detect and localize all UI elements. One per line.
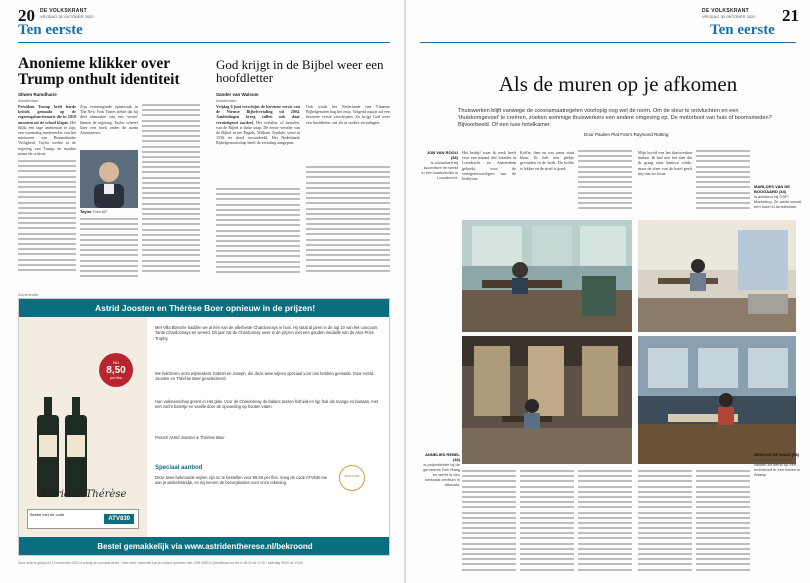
article-location: Amsterdam xyxy=(18,98,39,103)
issue-date: VRIJDAG 30 OKTOBER 2020 xyxy=(40,14,94,19)
text-filler xyxy=(578,470,632,574)
article-column xyxy=(216,104,300,186)
section-title: Ten eerste xyxy=(710,22,775,38)
article-column xyxy=(462,150,516,212)
newspaper-brand: DE VOLKSKRANT xyxy=(702,8,749,14)
text-filler xyxy=(142,104,200,280)
ad-intro: Met Villa Blanche hadden we al één van de allerbeste Chardonnays in huis. Hij staat al jaren in de top 10 van het concours Tante Chardonnays ter wereld. Dit jaar zat de Chardonnay weer in de prijzen met een gouden medaille van de Atos Prize Trophy. xyxy=(155,325,378,341)
text-filler xyxy=(80,218,138,280)
promo-label: Bestel met de code xyxy=(30,512,65,517)
text-filler xyxy=(578,150,632,212)
offer-text: Deze twee bekroonde wijnen zijn nu te bestellen voor €8,50 per fles. Voeg de code ATV830 toe aan je winkelmandje, en wij nemen de bezorgkosten voor onze rekening. xyxy=(155,475,328,486)
article-headline-trump: Anonieme klikker over Trump onthult identiteit xyxy=(18,55,180,88)
article-body: Het bedrijf waar ik werk heeft voor een maand drie lokaties in Loosdrecht en Amsterdam geboekt, voor de vertegenwoordigers van de bedrijven. xyxy=(462,150,516,182)
text-filler xyxy=(18,160,76,280)
article-byline: Sander van Walsum xyxy=(216,92,259,97)
text-filler xyxy=(520,470,574,574)
ad-product-panel xyxy=(19,317,147,537)
promo-box xyxy=(27,509,139,529)
article-headline-bijbel: God krijgt in de Bijbel weer een hoofdletter xyxy=(216,57,384,86)
badge-unit: per fles xyxy=(110,376,122,380)
award-seal-icon: PRIX D'OR xyxy=(339,465,365,491)
profile-name: JOB VAN ROOIJ (33) xyxy=(426,150,458,160)
price-badge xyxy=(99,353,133,387)
article-lead: President Trump heeft harde kritiek gemaakt op de regeringsfunctionaris die in 2018 anoniem uit de school klapte. xyxy=(18,104,76,125)
profile-caption xyxy=(420,150,458,180)
left-page xyxy=(0,0,404,583)
profile-name: ARNOUD DE HAAN (58) xyxy=(754,452,800,457)
article-body: Ook wordt het Nederlands van Vlaamse Bijbelgenoten hag het erop. Volgend najaar zal een herziene versie verschijnen. Zo krijgt God weer een hoofdletter, net als in oudere vertalingen. xyxy=(306,104,390,125)
article-credits: Door Paulien Plat Foto's Raymond Rutting xyxy=(584,132,669,137)
right-page xyxy=(406,0,810,583)
order-link[interactable]: Bestel gemakkelijk via www.astridentherese.nl/bekroond xyxy=(19,537,390,556)
profile-text: is salesconsultant bij Nelsen en werkt op een motorboot in een haven in Weesp. xyxy=(754,457,801,477)
profile-text: is consultant bij Accenture en werkt in een kantoorvilla in Loosdrecht. xyxy=(421,160,458,180)
article-body: Mijn hoofd ven het thuiswerken maken. Ik had niet het idee dat ik graag naar kantoor wilde, maar de sfeer van de hotel geeft mij rust en focus. xyxy=(638,150,692,176)
photo-caption xyxy=(80,209,138,214)
taylor-photo xyxy=(80,150,138,208)
article-headline-muren: Als de muren op je afkomen xyxy=(498,72,738,96)
ad-banner: Astrid Joosten en Thérèse Boer opnieuw in de prijzen! xyxy=(19,299,390,317)
ad-signature: Proost! Astrid Joosten & Thérèse Boer xyxy=(155,435,225,440)
text-filler xyxy=(216,188,300,280)
profile-name: MARLOES VAN DE BOOGAARD (34) xyxy=(754,184,790,194)
profile-text: is adviseur bij GSP-Marketing. Ze werkt vanuit een hotel in Amsterdam. xyxy=(754,194,801,209)
article-deck: Thuiswerken blijft vanwege de coronamaatregelen voorlopig nog wel de norm. Om de sleur te ontvluchten en een 'thuiskomgevoel' te creëren, zoeken sommige thuiswerkers een andere omgeving op. De motorboot van huis of boomsmeden? Bijvoorbeeld. Of een luxe hotelkamer. xyxy=(458,108,772,128)
article-body: Het vertalen, of hertalen, van de Bijbel is finke snap. De eerste vertaler van de Bijbel in het Engels, William Tyndale, werd in 1536 ter dood veroordeeld. Het Nederlands Bijbelgenootschap heeft de vertaling aangepast. xyxy=(216,119,300,146)
caption-credit: Foto AP xyxy=(92,209,108,214)
badge-price: 8,50 xyxy=(106,365,126,376)
offer-title: Speciaal aanbod xyxy=(155,465,203,471)
profile-text: is projectleider bij de gemeente Den Haag en werkt in een kerkzaal centrum in Alkmaar. xyxy=(423,462,460,487)
ad-paragraph: Hun vakmanschap grenst in Het glas. Voor de Chardonnay de balans tussen frisheid en rijp fruit als mango en banaan, met een zacht botertje en vanille door de opvoeding op houten vaten. xyxy=(155,399,379,410)
text-filler xyxy=(696,470,750,574)
advert-label: Advertentie xyxy=(18,292,39,297)
article-column xyxy=(520,150,574,212)
page-number: 20 xyxy=(18,6,35,25)
wine-bottle-icon xyxy=(65,415,87,497)
section-rule xyxy=(420,42,796,43)
profile-caption xyxy=(754,452,804,477)
profile-name: ANNELIES REBEL (34) xyxy=(425,452,460,462)
text-filler xyxy=(696,150,750,212)
caption-name: Taylor xyxy=(80,209,92,214)
badge-top: NU xyxy=(113,360,119,365)
article-body: Het blijkt een lage ambtenaar te zijn, een voormalig medewerker van het ministerie van Binnenlandse Veiligheid. Taylor werkte in de regering van Trump en maakte naam als criticus. xyxy=(18,119,76,156)
article-lead: Vrijdag 6 juni verschijnt de herziene versie van de Nieuwe Bijbelvertaling uit 2004. Aanleidingen kreeg zullen ook daar vernietigend oordeel. xyxy=(216,104,300,125)
text-filler xyxy=(306,166,390,280)
newspaper-brand: DE VOLKSKRANT xyxy=(40,8,87,14)
photo-hotel-room xyxy=(638,220,796,332)
promo-code[interactable]: ATV830 xyxy=(104,514,134,524)
wine-bottle-icon xyxy=(37,415,59,497)
page-number: 21 xyxy=(782,6,799,25)
profile-caption xyxy=(420,452,460,487)
section-rule xyxy=(18,42,390,43)
photo-church-hall xyxy=(462,336,632,464)
article-location: Amsterdam xyxy=(216,98,237,103)
advertisement[interactable] xyxy=(18,298,390,556)
issue-date: VRIJDAG 30 OKTOBER 2020 xyxy=(702,14,756,19)
ad-fine-print: Deze actie is geldig t/m 13 november 2020 of zolang de voorraad strekt · Voor meer informatie kun je contact opnemen met 0299 405010 (bereikbaar ma t/m vr 08:30 tot 17:00 / zaterdag 09:00 tot 13:00) xyxy=(18,561,304,565)
text-filler xyxy=(462,470,516,574)
photo-motorboat xyxy=(638,336,796,464)
profile-caption xyxy=(754,184,804,209)
ad-paragraph: We feliciteren onze wijnmakers Gabriel en Joseph, die deze twee wijnen speciaal voor ons hebben gemaakt. Door Astrid Joosten en Thérèse Boer geselecteerd. xyxy=(155,371,374,382)
article-body: Koffie, thee en wat water staat klaar. Ik heb een plekje gevonden in de hoek. De koffie is lekker en de stoel is goed. xyxy=(520,150,574,171)
article-column xyxy=(306,104,390,164)
article-byline: Sliwen Ramdharie xyxy=(18,92,57,97)
article-body: Zijn vernietigende opiniestuk in The New York Times stelde dat hij deel uitmaakte van een 'verzet' binnen de regering. Taylor schreef later een boek onder de naam Anonymous. xyxy=(80,104,138,136)
brand-logo: Astrid & Thérèse xyxy=(39,489,127,500)
text-filler xyxy=(638,470,692,574)
article-column xyxy=(638,150,692,212)
section-title: Ten eerste xyxy=(18,22,83,38)
photo-office-villa xyxy=(462,220,632,332)
